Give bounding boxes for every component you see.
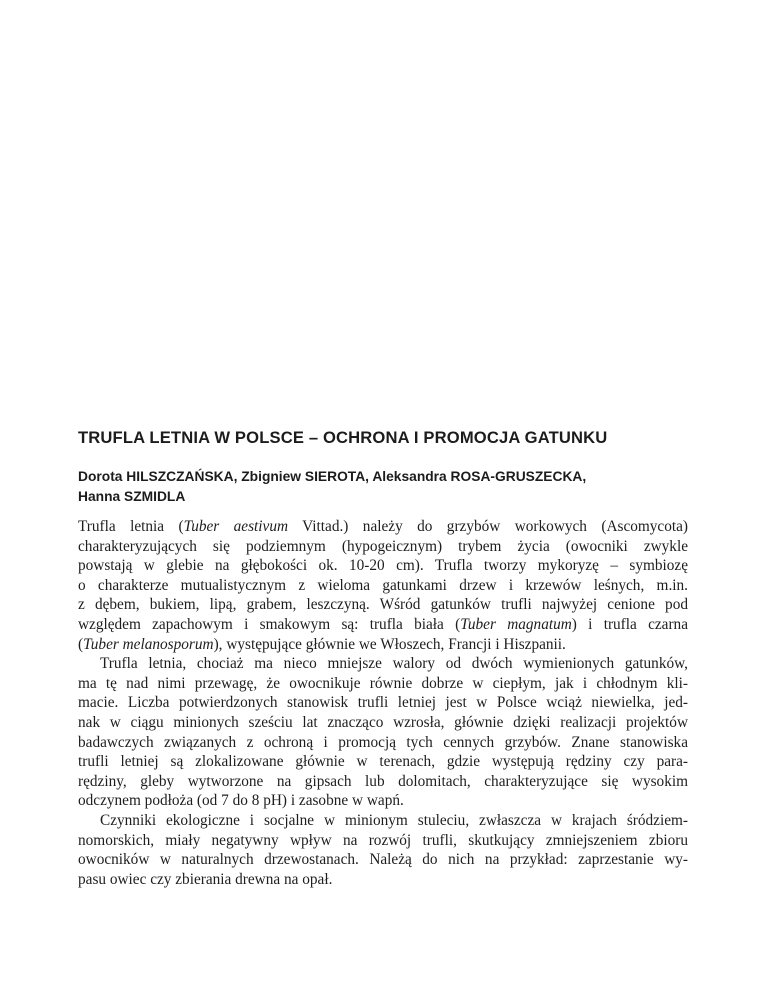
text-line: względem zapachowym i smakowym są: trufla biała (Tuber magnatum) i trufla czarna [78, 615, 688, 633]
article-title: TRUFLA LETNIA W POLSCE – OCHRONA I PROMOCJA GATUNKU [78, 428, 608, 447]
text-line: macie. Liczba potwierdzonych stanowisk trufli letniej jest w Polsce wciąż niewielka, jed- [78, 694, 688, 712]
author-list [78, 467, 688, 506]
text-line: (Tuber melanosporum), występujące głównie we Włoszech, Francji i Hiszpanii. [78, 635, 566, 653]
author-line: Hanna SZMIDLA [78, 488, 186, 504]
text-line: owocników w naturalnych drzewostanach. Należą do nich na przykład: zaprzestanie wy- [78, 851, 688, 869]
text-line: z dębem, bukiem, lipą, grabem, leszczyną. Wśród gatunków trufli najwyżej cenione pod [78, 596, 688, 614]
text-line: odczynem podłoża (od 7 do 8 pH) i zasobne w wapń. [78, 792, 404, 810]
text-line: o charakterze mutualistycznym z wieloma gatunkami drzew i krzewów leśnych, m.in. [78, 576, 688, 594]
text-line: charakteryzujących się podziemnym (hypogeicznym) trybem życia (owocniki zwykle [78, 537, 688, 555]
text-line: nak w ciągu minionych sześciu lat znacząco wzrosła, głównie dzięki realizacji projektów [78, 713, 688, 731]
text-line: Trufla letnia (Tuber aestivum Vittad.) należy do grzybów workowych (Ascomycota) [78, 518, 689, 535]
text-line: trufli letniej są zlokalizowane głównie w terenach, gdzie występują rędziny czy para- [78, 753, 688, 771]
author-line: Dorota HILSZCZAŃSKA, Zbigniew SIEROTA, Aleksandra ROSA-GRUSZECKA, [78, 469, 587, 484]
text-line: pasu owiec czy zbierania drewna na opał. [78, 870, 333, 888]
paragraph [78, 654, 688, 811]
text-line: Czynniki ekologiczne i socjalne w minionym stuleciu, zwłaszcza w krajach śródziem- [100, 811, 688, 829]
text-line: ma tę nad nimi przewagę, że owocnikuje równie dobrze w ciepłym, jak i chłodnym kli- [78, 674, 688, 692]
text-line: badawczych związanych z ochroną i promocją tych cennych grzybów. Znane stanowiska [78, 733, 688, 751]
article-body [78, 517, 688, 889]
text-line: Trufla letnia, chociaż ma nieco mniejsze walory od dwóch wymienionych gatunków, [100, 655, 688, 673]
paragraph [78, 811, 688, 889]
text-line: rędziny, gleby wytworzone na gipsach lub dolomitach, charakteryzujące się wysokim [78, 772, 688, 790]
text-line: nomorskich, miały negatywny wpływ na rozwój trufli, skutkujący zmniejszeniem zbioru [78, 831, 688, 849]
page [78, 0, 688, 994]
text-line: powstają w glebie na głębokości ok. 10-20 cm). Trufla tworzy mykoryzę – symbiozę [78, 557, 688, 575]
paragraph [78, 517, 688, 654]
